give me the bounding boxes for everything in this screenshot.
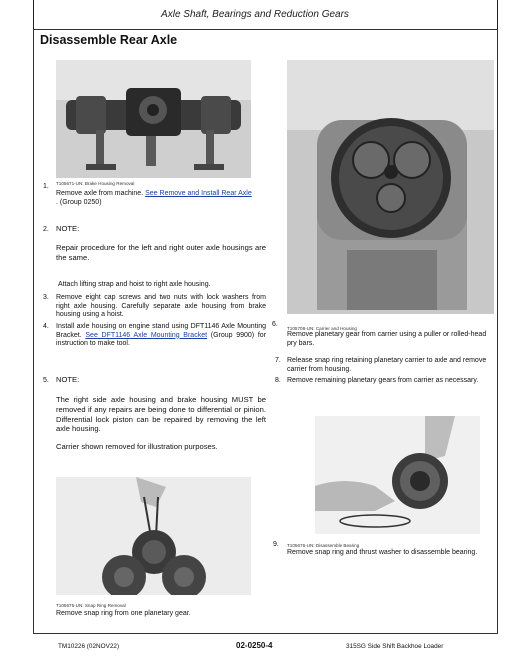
step-4-body: Install axle housing on engine stand using DFT1146 Axle Mounting Bracket. (56, 323, 266, 339)
figure-axle-photo (56, 60, 251, 178)
step-1-link[interactable]: See Remove and Install Rear Axle (145, 190, 252, 197)
step-9-text: Remove snap ring and thrust washer to disassemble bearing. (287, 549, 478, 556)
step-9-number: 9. (273, 541, 279, 548)
step-4-number: 4. (43, 323, 49, 330)
figure-bearing-photo (315, 416, 480, 534)
step-1-text (56, 190, 271, 207)
step-5-note-label: NOTE: (56, 375, 80, 384)
figure-2-caption: T105708-UN: Carrier and Housing (287, 326, 357, 331)
step-8-text: Remove remaining planetary gears from carrier as necessary. (287, 377, 479, 384)
step-last-text: Remove snap ring from one planetary gear. (56, 610, 191, 617)
figure-3-caption: T105676-UN: Disassemble Bearing (287, 543, 360, 548)
step-4-suffix: (Group 9900) for instruction to make tool. (56, 331, 266, 348)
step-7-number: 7. (275, 357, 281, 364)
figure-1-caption: T105671-UN: Brake Housing Removal (56, 181, 135, 186)
running-header: Axle Shaft, Bearings and Reduction Gears (161, 9, 349, 20)
footer-page-number: 02-0250-4 (236, 641, 273, 650)
step-5-number: 5. (43, 377, 49, 384)
step-1-body: Remove axle from machine. (56, 190, 144, 197)
step-3-text: Remove eight cap screws and two nuts with lock washers from right axle housing. Carefully separate axle housing from brake housing using a hoist. (56, 294, 266, 319)
step-6-number: 6. (272, 321, 278, 328)
step-1-suffix: . (Group 0250) (56, 198, 102, 206)
step-2-note-label: NOTE: (56, 224, 80, 233)
step-6-text: Remove planetary gear from carrier using a puller or rolled-head pry bars. (287, 331, 487, 347)
step-1-number: 1. (43, 183, 49, 190)
footer-doc-id: TM10226 (02NOV22) (58, 643, 120, 650)
step-7-text: Release snap ring retaining planetary carrier to axle and remove carrier from housing. (287, 357, 487, 373)
step-4-text (56, 323, 266, 349)
step-2b-text: Attach lifting strap and hoist to right axle housing. (58, 281, 211, 288)
figure-4-caption: T105675-UN: Snap Ring Removal (56, 603, 126, 608)
footer-model: 315SG Side Shift Backhoe Loader (346, 643, 444, 650)
step-4-link[interactable]: See DFT1146 Axle Mounting Bracket (85, 331, 208, 339)
step-5-note-text: The right side axle housing and brake housing MUST be removed if any repairs are being done to differential or pinion. Differential lock piston can be repaired by removing the left axle housing. (56, 395, 266, 434)
section-title: Disassemble Rear Axle (40, 33, 178, 47)
step-3-number: 3. (43, 294, 49, 301)
figure-carrier-photo (287, 60, 494, 314)
step-2-note-text: Repair procedure for the left and right outer axle housings are the same. (56, 243, 266, 262)
step-5-note-text-2: Carrier shown removed for illustration purposes. (56, 442, 218, 451)
step-2-number: 2. (43, 226, 49, 233)
figure-snap-ring-photo (56, 477, 251, 595)
step-8-number: 8. (275, 377, 281, 384)
